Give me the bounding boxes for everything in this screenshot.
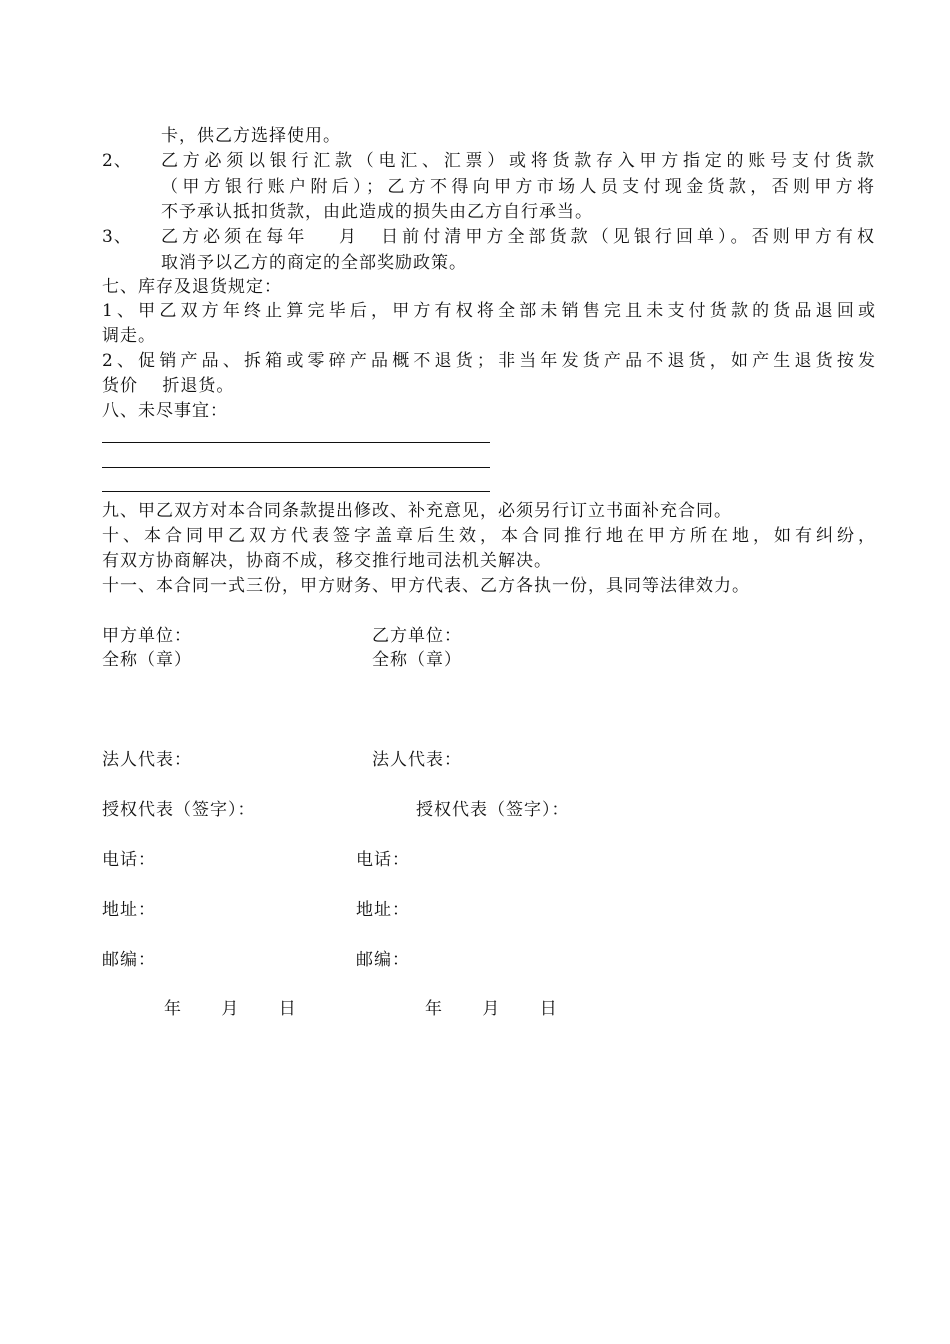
party-a-unit: 甲方单位： xyxy=(102,626,192,646)
clause7-item1-line1: 1、甲乙双方年终止算完毕后，甲方有权将全部未销售完且未支付货款的货品退回或 xyxy=(102,301,876,321)
party-a-legal-rep: 法人代表： xyxy=(102,750,192,770)
clause9-text: 九、甲乙双方对本合同条款提出修改、补充意见，必须另行订立书面补充合同。 xyxy=(102,501,732,521)
clause6-item3-number: 3、 xyxy=(102,227,132,247)
blank-line-2 xyxy=(102,467,490,468)
party-a-full-name: 全称（章） xyxy=(102,650,192,670)
clause6-item2-line2: （甲方银行账户附后）；乙方不得向甲方市场人员支付现金货款，否则甲方将 xyxy=(161,177,875,197)
party-a-phone: 电话： xyxy=(102,850,156,870)
clause6-item2-line1: 乙方必须以银行汇款（电汇、汇票）或将货款存入甲方指定的账号支付货款 xyxy=(161,151,875,171)
party-a-postcode: 邮编： xyxy=(102,950,156,970)
clause6-item3-line2: 取消予以乙方的商定的全部奖励政策。 xyxy=(161,253,467,273)
blank-line-3 xyxy=(102,491,490,492)
clause6-item2-line3: 不予承认抵扣货款，由此造成的损失由乙方自行承当。 xyxy=(161,202,593,222)
party-b-full-name: 全称（章） xyxy=(372,650,462,670)
clause8-heading: 八、未尽事宜： xyxy=(102,401,228,421)
party-a-address: 地址： xyxy=(102,900,156,920)
clause6-item2-number: 2、 xyxy=(102,151,132,171)
clause6-continuation: 卡，供乙方选择使用。 xyxy=(161,126,341,146)
clause7-item2-line2: 货价 折退货。 xyxy=(102,376,235,396)
party-b-postcode: 邮编： xyxy=(356,950,410,970)
clause7-heading: 七、库存及退货规定： xyxy=(102,277,282,297)
party-a-date: 年 月 日 xyxy=(164,999,302,1019)
clause10-line1: 十、本合同甲乙双方代表签字盖章后生效，本合同推行地在甲方所在地，如有纠纷， xyxy=(102,526,876,546)
blank-line-1 xyxy=(102,442,490,443)
clause10-line2: 有双方协商解决，协商不成，移交推行地司法机关解决。 xyxy=(102,551,552,571)
party-b-auth-rep: 授权代表（签字）： xyxy=(416,800,570,820)
party-b-unit: 乙方单位： xyxy=(372,626,462,646)
clause7-item1-line2: 调走。 xyxy=(102,326,156,346)
clause7-item2-line1: 2、促销产品、拆箱或零碎产品概不退货；非当年发货产品不退货，如产生退货按发 xyxy=(102,351,876,371)
clause6-item3-line1: 乙方必须在每年 月 日前付清甲方全部货款（见银行回单）。否则甲方有权 xyxy=(161,227,875,247)
party-b-legal-rep: 法人代表： xyxy=(372,750,462,770)
party-a-auth-rep: 授权代表（签字）： xyxy=(102,800,256,820)
party-b-phone: 电话： xyxy=(356,850,410,870)
party-b-address: 地址： xyxy=(356,900,410,920)
party-b-date: 年 月 日 xyxy=(425,999,563,1019)
clause11-text: 十一、本合同一式三份，甲方财务、甲方代表、乙方各执一份，具同等法律效力。 xyxy=(102,576,750,596)
